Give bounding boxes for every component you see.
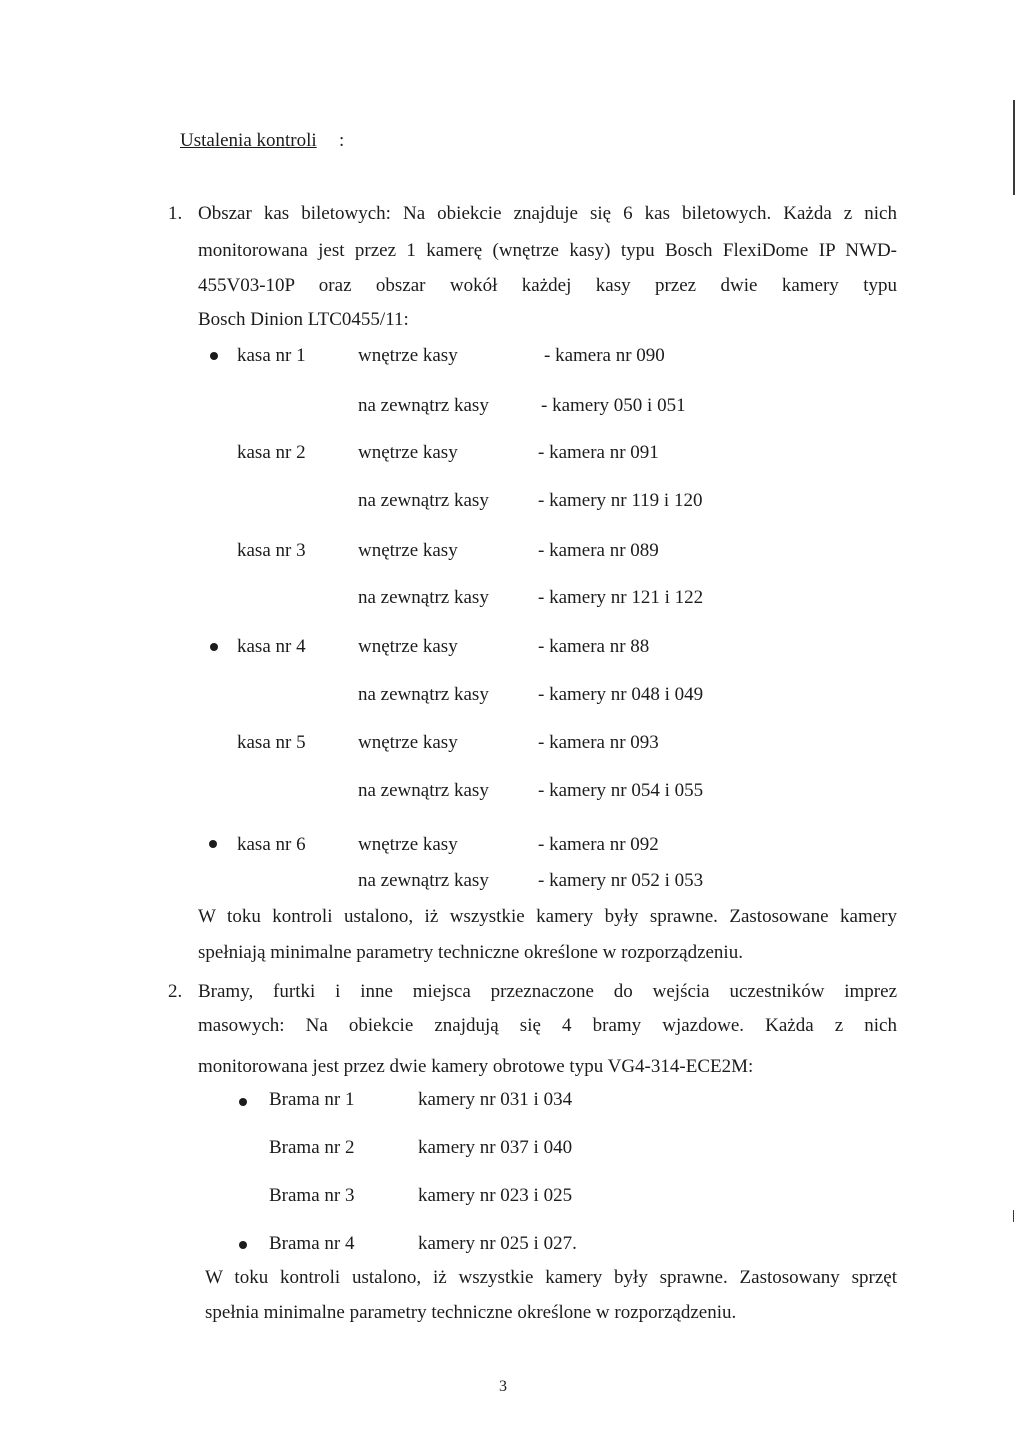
brama-2-cameras: kamery nr 037 i 040 <box>418 1137 573 1158</box>
brama-3-name: Brama nr 3 <box>269 1185 355 1206</box>
brama-1-cameras: kamery nr 031 i 034 <box>418 1089 573 1110</box>
bullet-icon <box>210 352 218 360</box>
section1-line-2: monitorowana jest przez 1 kamerę (wnętrze kasy) typu Bosch FlexiDome IP NWD- <box>198 240 897 261</box>
kasa-3-name: kasa nr 3 <box>237 540 306 561</box>
kasa-4-outside-camera: - kamery nr 048 i 049 <box>538 684 704 705</box>
section1-conclusion-line-2: spełniają minimalne parametry techniczne określone w rozporządzeniu. <box>198 942 743 963</box>
kasa-4-inside-camera: - kamera nr 88 <box>538 636 650 657</box>
kasa-2-inside-camera: - kamera nr 091 <box>538 442 659 463</box>
kasa-4-outside-label: na zewnątrz kasy <box>358 684 489 705</box>
kasa-5-inside-camera: - kamera nr 093 <box>538 732 659 753</box>
kasa-6-inside-camera: - kamera nr 092 <box>538 834 659 855</box>
kasa-2-outside-camera: - kamery nr 119 i 120 <box>538 490 703 511</box>
section1-number: 1. <box>168 203 183 224</box>
brama-3-cameras: kamery nr 023 i 025 <box>418 1185 573 1206</box>
brama-1-name: Brama nr 1 <box>269 1089 355 1110</box>
section2-conclusion-line-1: W toku kontroli ustalono, iż wszystkie kamery były sprawne. Zastosowany sprzęt <box>205 1267 897 1288</box>
kasa-5-name: kasa nr 5 <box>237 732 306 753</box>
bullet-icon <box>210 643 218 651</box>
section-heading <box>180 129 317 153</box>
section2-line-2: masowych: Na obiekcie znajdują się 4 bramy wjazdowe. Każda z nich <box>198 1015 897 1036</box>
kasa-6-outside-camera: - kamery nr 052 i 053 <box>538 870 704 891</box>
kasa-5-outside-label: na zewnątrz kasy <box>358 780 489 801</box>
bullet-icon <box>239 1241 247 1249</box>
kasa-3-inside-camera: - kamera nr 089 <box>538 540 659 561</box>
heading-colon: : <box>339 130 345 151</box>
section1-line-4: Bosch Dinion LTC0455/11: <box>198 309 409 330</box>
bullet-icon <box>239 1098 247 1106</box>
page-number: 3 <box>499 1378 507 1395</box>
scan-edge-line <box>1013 1210 1014 1222</box>
kasa-2-name: kasa nr 2 <box>237 442 306 463</box>
kasa-1-inside-camera: - kamera nr 090 <box>544 345 665 366</box>
kasa-1-inside-label: wnętrze kasy <box>358 345 458 366</box>
brama-4-cameras: kamery nr 025 i 027. <box>418 1233 577 1254</box>
kasa-1-name: kasa nr 1 <box>237 345 306 366</box>
kasa-4-inside-label: wnętrze kasy <box>358 636 458 657</box>
section2-line-3: monitorowana jest przez dwie kamery obrotowe typu VG4-314-ECE2M: <box>198 1056 754 1077</box>
section2-number: 2. <box>168 981 183 1002</box>
section1-conclusion-line-1: W toku kontroli ustalono, iż wszystkie kamery były sprawne. Zastosowane kamery <box>198 906 897 927</box>
kasa-1-outside-camera: - kamery 050 i 051 <box>541 395 686 416</box>
brama-4-name: Brama nr 4 <box>269 1233 355 1254</box>
kasa-2-inside-label: wnętrze kasy <box>358 442 458 463</box>
kasa-4-name: kasa nr 4 <box>237 636 306 657</box>
kasa-3-inside-label: wnętrze kasy <box>358 540 458 561</box>
scan-edge-line <box>1013 100 1015 195</box>
heading-text: Ustalenia kontroli <box>180 130 317 151</box>
kasa-5-outside-camera: - kamery nr 054 i 055 <box>538 780 704 801</box>
kasa-5-inside-label: wnętrze kasy <box>358 732 458 753</box>
section1-line-1: Obszar kas biletowych: Na obiekcie znajduje się 6 kas biletowych. Każda z nich <box>198 203 897 224</box>
kasa-3-outside-camera: - kamery nr 121 i 122 <box>538 587 704 608</box>
brama-2-name: Brama nr 2 <box>269 1137 355 1158</box>
kasa-1-outside-label: na zewnątrz kasy <box>358 395 489 416</box>
kasa-3-outside-label: na zewnątrz kasy <box>358 587 489 608</box>
section1-line-3: 455V03-10P oraz obszar wokół każdej kasy przez dwie kamery typu <box>198 275 897 296</box>
section2-line-1: Bramy, furtki i inne miejsca przeznaczone do wejścia uczestników imprez <box>198 981 897 1002</box>
kasa-6-name: kasa nr 6 <box>237 834 306 855</box>
section2-conclusion-line-2: spełnia minimalne parametry techniczne określone w rozporządzeniu. <box>205 1302 737 1323</box>
kasa-2-outside-label: na zewnątrz kasy <box>358 490 489 511</box>
bullet-icon <box>209 840 217 848</box>
kasa-6-inside-label: wnętrze kasy <box>358 834 458 855</box>
kasa-6-outside-label: na zewnątrz kasy <box>358 870 489 891</box>
